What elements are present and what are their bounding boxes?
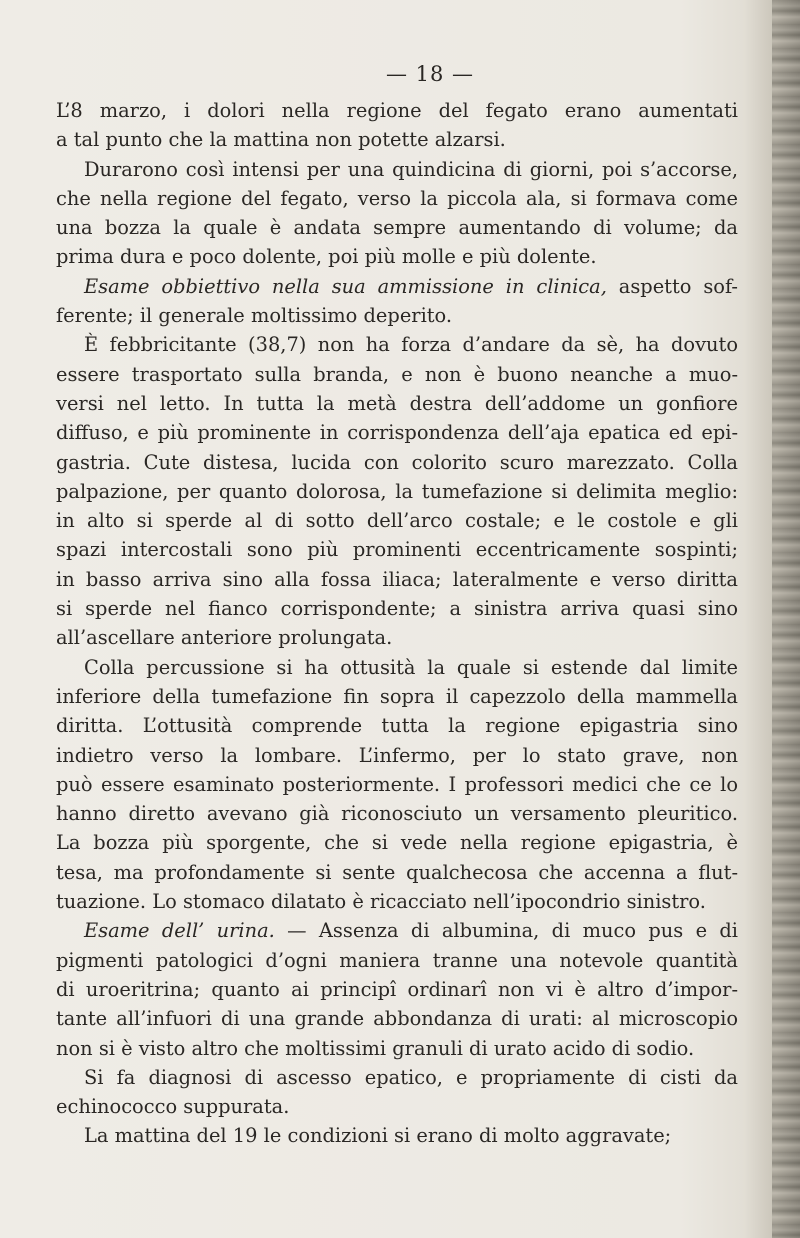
text-line: in basso arriva sino alla fossa iliaca; lateralmente e verso diritta <box>56 567 738 591</box>
text-line: Durarono così intensi per una quindicina di giorni, poi s’accorse, <box>84 157 738 181</box>
text-line: indietro verso la lombare. L’infermo, per lo stato grave, non <box>56 743 738 767</box>
text-line: tuazione. Lo stomaco dilatato è ricacciato nell’ipocondrio sinistro. <box>56 890 706 914</box>
text-line: diritta. L’ottusità comprende tutta la regione epigastria sino <box>56 714 738 738</box>
text-line: una bozza la quale è andata sempre aumentando di volume; da <box>56 216 738 240</box>
text-line: La bozza più sporgente, che si vede nella regione epigastria, è <box>56 831 738 855</box>
section-heading: Esame obbiettivo nella sua ammissione in clinica, <box>84 274 607 298</box>
text-line: ferente; il generale moltissimo deperito. <box>56 304 453 328</box>
text-line: che nella regione del fegato, verso la piccola ala, si formava come <box>56 186 738 210</box>
section-heading: Esame dell’ urina. <box>84 919 275 943</box>
text-line: diffuso, e più prominente in corrispondenza dell’aja epatica ed epi- <box>56 421 738 445</box>
text-line: non si è visto altro che moltissimi granuli di urato acido di sodio. <box>56 1036 695 1060</box>
text-line: echinococco suppurata. <box>56 1095 290 1119</box>
text-line: La mattina del 19 le condizioni si erano di molto aggravate; <box>84 1124 672 1148</box>
text-line: spazi intercostali sono più prominenti eccentricamente sospinti; <box>56 538 738 562</box>
text-line: si sperde nel fianco corrispondente; a sinistra arriva quasi sino <box>56 597 738 621</box>
text-line: palpazione, per quanto dolorosa, la tumefazione si delimita meglio: <box>56 479 738 503</box>
text-line: tante all’infuori di una grande abbondanza di urati: al microscopio <box>56 1007 738 1031</box>
text-line: versi nel letto. In tutta la metà destra dell’addome un gonfiore <box>56 391 738 415</box>
text-line: È febbricitante (38,7) non ha forza d’andare da sè, ha dovuto <box>84 333 738 357</box>
text-line: di uroeritrina; quanto ai principî ordinarî non vi è altro d’impor- <box>56 977 738 1001</box>
text-line: essere trasportato sulla branda, e non è buono neanche a muo- <box>56 362 738 386</box>
text-line: in alto si sperde al di sotto dell’arco costale; e le costole e gli <box>56 509 738 533</box>
text-line: L’8 marzo, i dolori nella regione del fegato erano aumentati <box>56 99 738 122</box>
text-line: inferiore della tumefazione fin sopra il capezzolo della mammella <box>56 684 738 708</box>
text-line: Esame obbiettivo nella sua ammissione in clinica, aspetto sof- <box>84 274 738 298</box>
body-text <box>56 96 738 1151</box>
text-line: prima dura e poco dolente, poi più molle e più dolente. <box>56 245 597 269</box>
text-line: Si fa diagnosi di ascesso epatico, e propriamente di cisti da <box>84 1065 738 1089</box>
text-line: Esame dell’ urina. — Assenza di albumina, di muco pus e di <box>84 919 738 943</box>
text-line: gastria. Cute distesa, lucida con colorito scuro marezzato. Colla <box>56 450 738 474</box>
text-line: hanno diretto avevano già riconosciuto un versamento pleuritico. <box>56 802 738 826</box>
text-line: a tal punto che la mattina non potette alzarsi. <box>56 128 506 152</box>
page-number: — 18 — <box>385 62 475 86</box>
text-line: all’ascellare anteriore prolungata. <box>56 626 393 650</box>
page-edge <box>772 0 800 1238</box>
text-line: può essere esaminato posteriormente. I professori medici che ce lo <box>56 772 738 796</box>
text-line: pigmenti patologici d’ogni maniera tranne una notevole quantità <box>56 948 738 972</box>
text-line: tesa, ma profondamente si sente qualchecosa che accenna a flut- <box>56 860 738 884</box>
text-line: Colla percussione si ha ottusità la quale si estende dal limite <box>84 655 738 679</box>
